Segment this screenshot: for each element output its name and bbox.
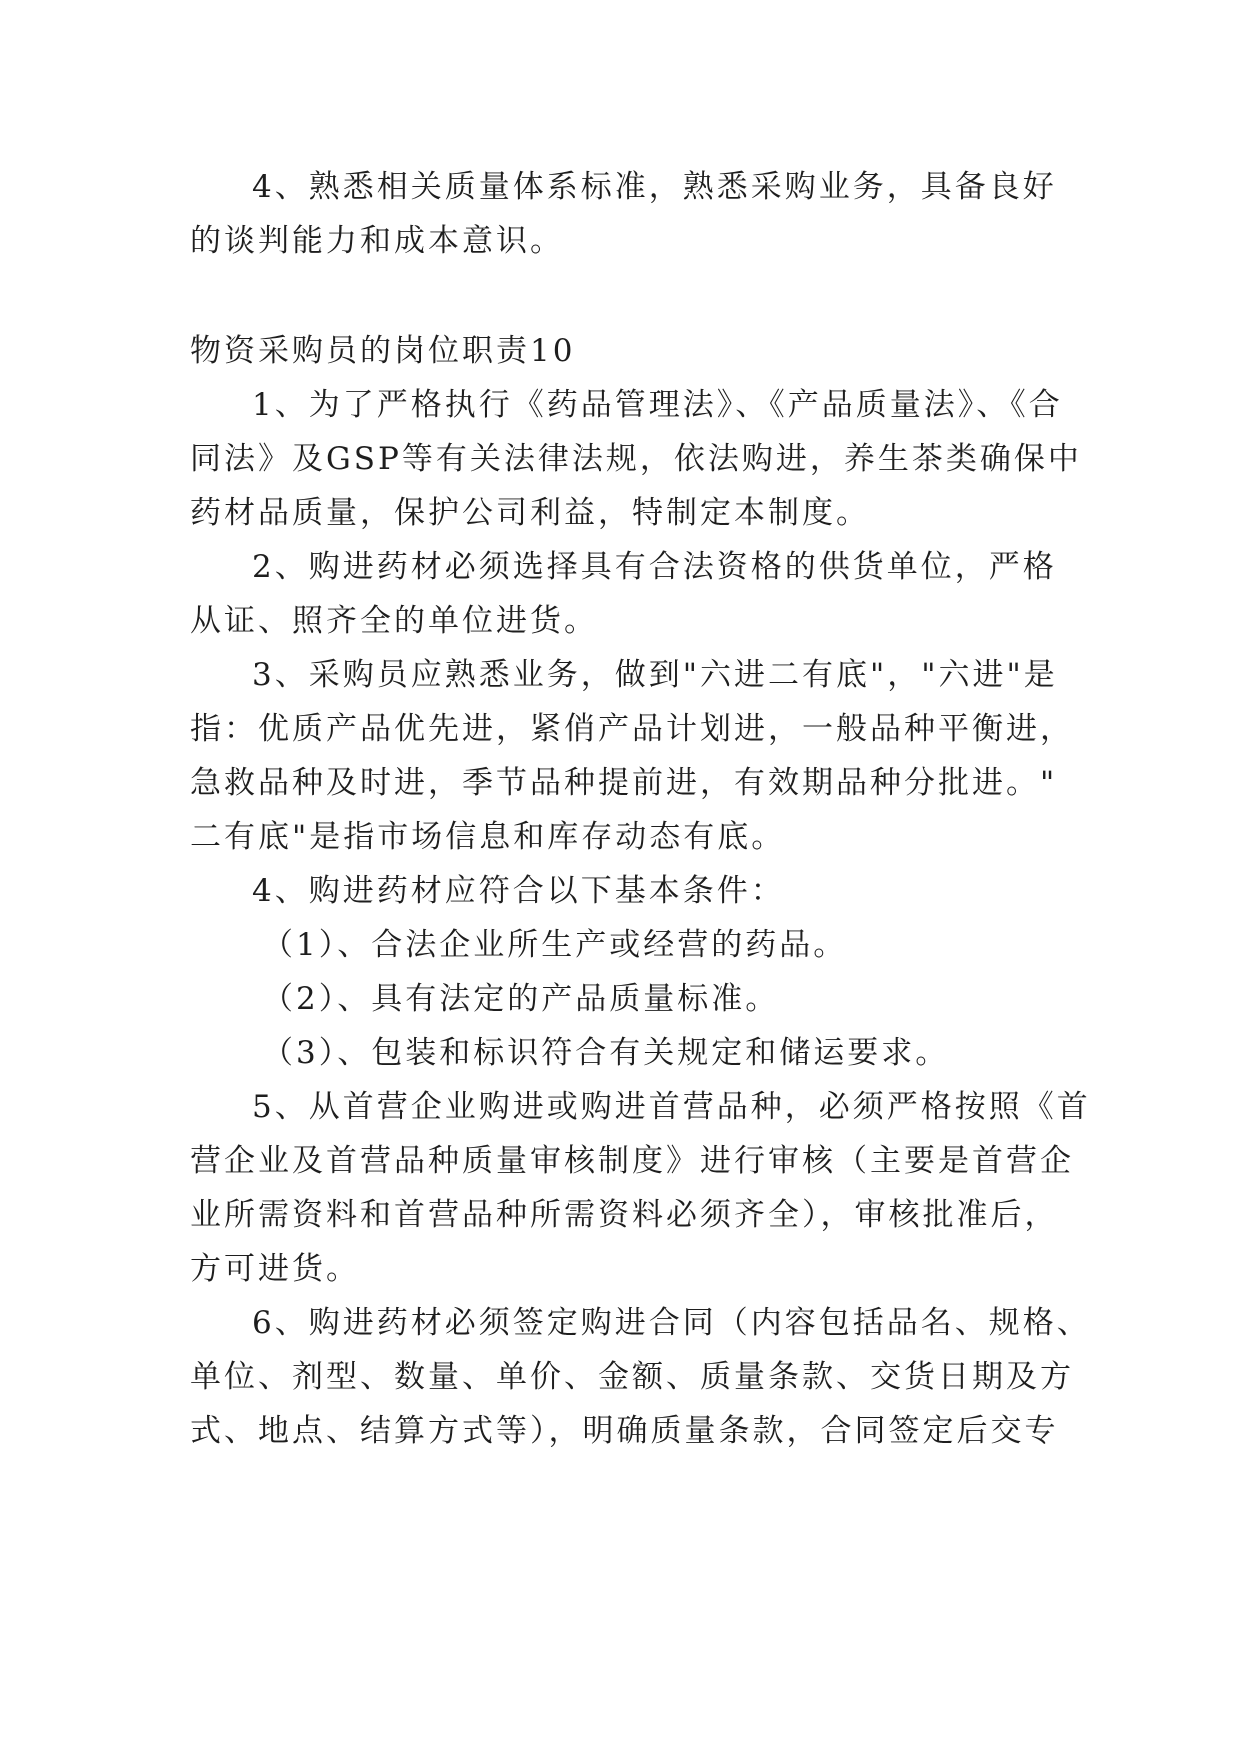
item-4-line-1: 4、购进药材应符合以下基本条件： (252, 873, 785, 909)
item-1-line-3: 药材品质量，保护公司利益，特制定本制度。 (190, 495, 870, 531)
item-6-line-2: 单位、剂型、数量、单价、金额、质量条款、交货日期及方 (190, 1359, 1074, 1395)
item-1-line-1: 1、为了严格执行《药品管理法》、《产品质量法》、《合 (252, 387, 1063, 423)
item-5-line-2: 营企业及首营品种质量审核制度》进行审核（主要是首营企 (190, 1143, 1074, 1179)
sub-item-3: （3）、包装和标识符合有关规定和储运要求。 (262, 1035, 950, 1071)
sub-item-1: （1）、合法企业所生产或经营的药品。 (262, 927, 848, 963)
item-5-line-3: 业所需资料和首营品种所需资料必须齐全），审核批准后， (190, 1197, 1059, 1233)
section-heading: 物资采购员的岗位职责10 (190, 333, 576, 369)
paragraph-4-line-1: 4、熟悉相关质量体系标准，熟悉采购业务，具备良好 (252, 169, 1057, 205)
item-3-line-1: 3、采购员应熟悉业务，做到"六进二有底"，"六进"是 (252, 657, 1058, 693)
item-2-line-1: 2、购进药材必须选择具有合法资格的供货单位，严格 (252, 549, 1057, 585)
item-6-line-3: 式、地点、结算方式等），明确质量条款，合同签定后交专 (190, 1413, 1059, 1449)
item-1-line-2: 同法》及GSP等有关法律法规，依法购进，养生茶类确保中 (190, 441, 1082, 477)
item-3-line-4: 二有底"是指市场信息和库存动态有底。 (190, 819, 786, 855)
item-5-line-4: 方可进货。 (190, 1251, 360, 1287)
item-3-line-3: 急救品种及时进，季节品种提前进，有效期品种分批进。" (190, 765, 1058, 801)
item-5-line-1: 5、从首营企业购进或购进首营品种，必须严格按照《首 (252, 1089, 1091, 1125)
item-3-line-2: 指：优质产品优先进，紧俏产品计划进，一般品种平衡进， (190, 711, 1074, 747)
paragraph-4-line-2: 的谈判能力和成本意识。 (190, 223, 564, 259)
sub-item-2: （2）、具有法定的产品质量标准。 (262, 981, 780, 1017)
item-2-line-2: 从证、照齐全的单位进货。 (190, 603, 598, 639)
item-6-line-1: 6、购进药材必须签定购进合同（内容包括品名、规格、 (252, 1305, 1091, 1341)
